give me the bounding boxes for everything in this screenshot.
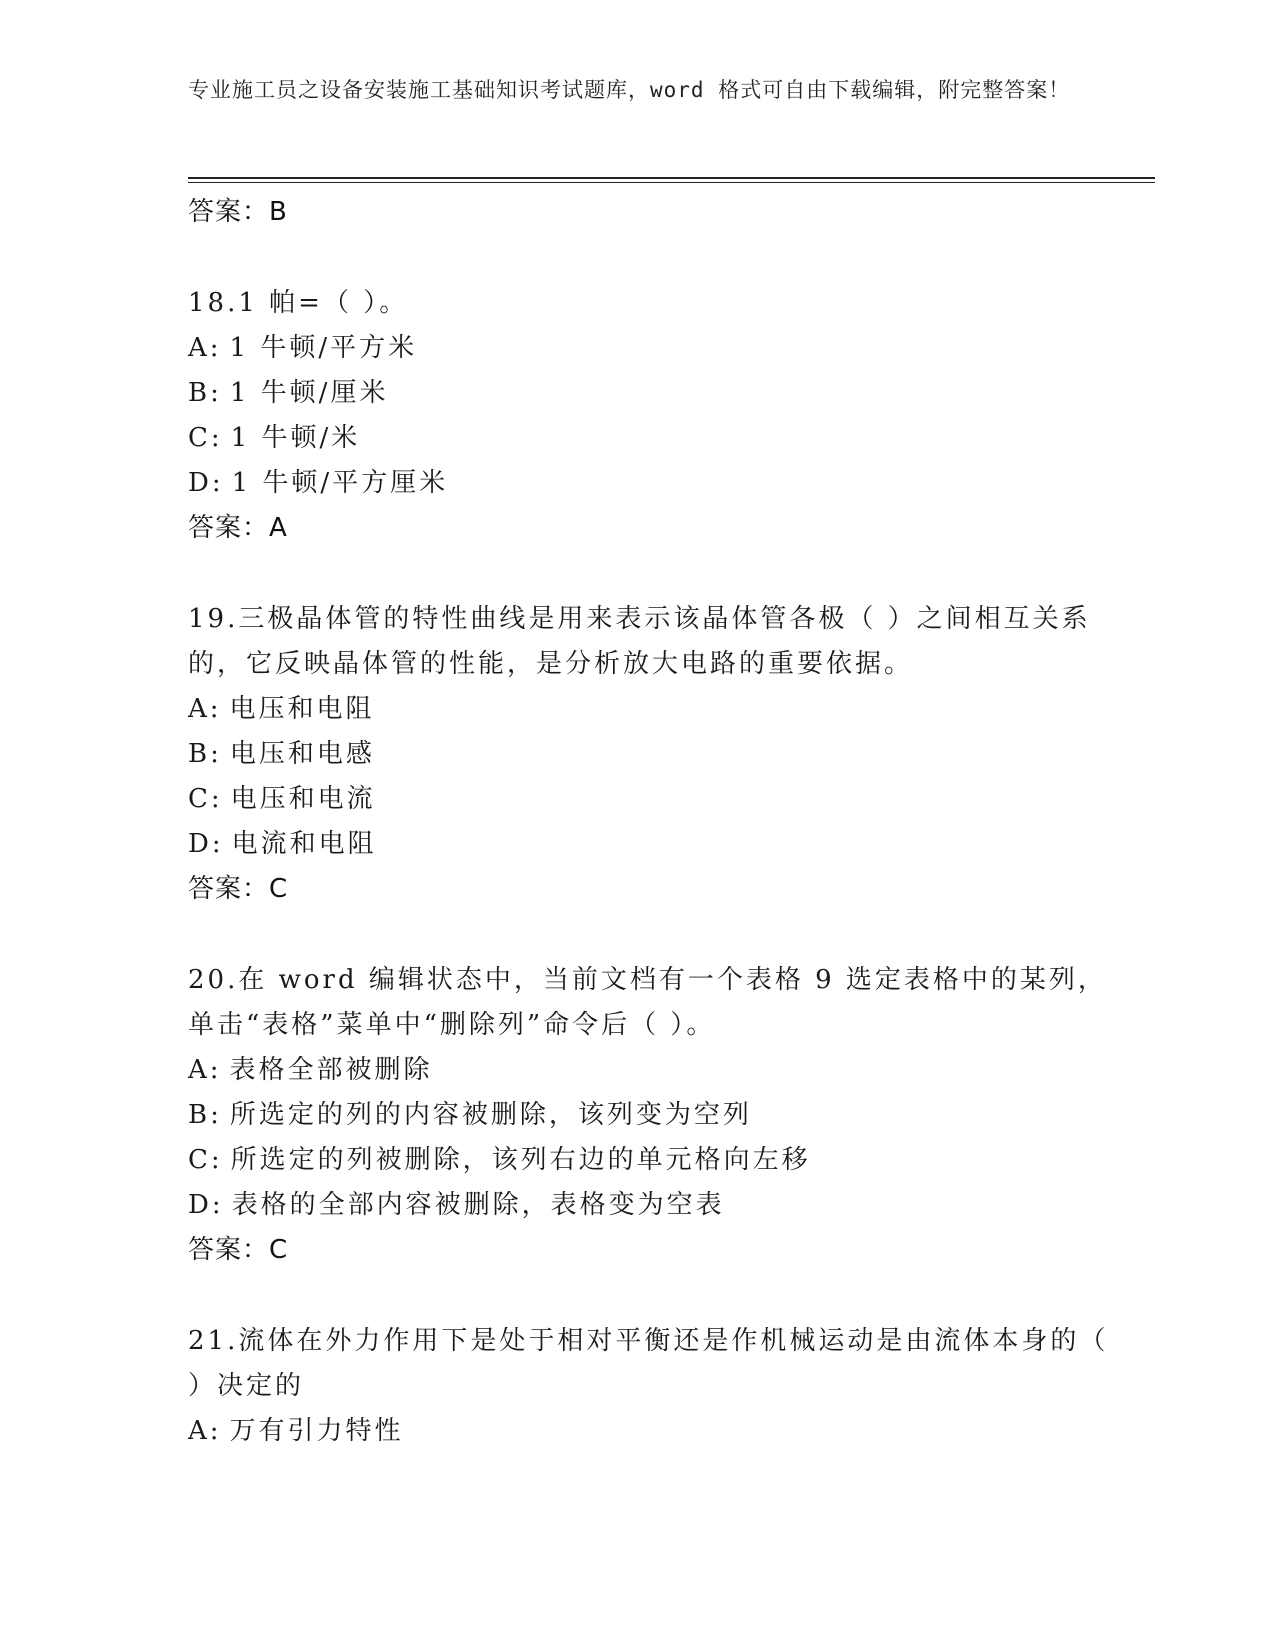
option-letter: A: xyxy=(188,333,222,363)
option-text: 电压和电阻 xyxy=(229,694,375,724)
answer-line: 答案：A xyxy=(188,513,288,543)
option-b xyxy=(188,732,1128,777)
question-stem: 21.流体在外力作用下是处于相对平衡还是作机械运动是由流体本身的（ ）决定的 xyxy=(188,1326,1109,1401)
option-c xyxy=(188,416,1128,461)
answer-line: 答案：C xyxy=(188,1235,289,1265)
option-text: 所选定的列的内容被删除，该列变为空列 xyxy=(229,1100,752,1130)
option-text: 1 牛顿/平方米 xyxy=(229,333,418,363)
option-c xyxy=(188,777,1128,822)
option-letter: C: xyxy=(188,1145,223,1175)
option-text: 万有引力特性 xyxy=(229,1416,404,1446)
header-divider-thin xyxy=(188,182,1155,183)
question-block xyxy=(188,281,1128,551)
option-text: 电流和电阻 xyxy=(231,829,377,859)
question-stem: 19.三极晶体管的特性曲线是用来表示该晶体管各极（ ）之间相互关系的，它反映晶体管的性能，是分析放大电路的重要依据。 xyxy=(188,604,1091,679)
answer-line: 答案：B xyxy=(188,197,288,227)
option-letter: C: xyxy=(188,784,223,814)
option-letter: B: xyxy=(188,378,222,408)
option-a xyxy=(188,326,1128,371)
document-header: 专业施工员之设备安装施工基础知识考试题库，word 格式可自由下载编辑，附完整答案！ xyxy=(188,78,1071,102)
option-text: 电压和电流 xyxy=(230,784,376,814)
option-letter: C: xyxy=(188,423,223,453)
question-list xyxy=(188,190,1128,1454)
option-letter: D: xyxy=(188,468,224,498)
option-text: 1 牛顿/米 xyxy=(230,423,361,453)
question-block xyxy=(188,597,1128,912)
option-a xyxy=(188,1409,1128,1454)
option-d xyxy=(188,461,1128,506)
question-stem: 20.在 word 编辑状态中，当前文档有一个表格 9 选定表格中的某列，单击“表格”菜单中“删除列”命令后（ ）。 xyxy=(188,965,1107,1040)
option-letter: D: xyxy=(188,829,224,859)
question-block xyxy=(188,1319,1128,1454)
option-text: 表格的全部内容被删除，表格变为空表 xyxy=(231,1190,725,1220)
option-text: 所选定的列被删除，该列右边的单元格向左移 xyxy=(230,1145,811,1175)
option-d xyxy=(188,1183,1128,1228)
option-c xyxy=(188,1138,1128,1183)
option-a xyxy=(188,687,1128,732)
option-letter: B: xyxy=(188,739,222,769)
answer-line: 答案：C xyxy=(188,874,289,904)
option-letter: A: xyxy=(188,1055,222,1085)
option-d xyxy=(188,822,1128,867)
header-divider xyxy=(188,177,1155,179)
option-a xyxy=(188,1048,1128,1093)
option-text: 1 牛顿/厘米 xyxy=(229,378,389,408)
option-text: 表格全部被删除 xyxy=(229,1055,433,1085)
option-letter: D: xyxy=(188,1190,224,1220)
option-text: 电压和电感 xyxy=(229,739,375,769)
option-letter: B: xyxy=(188,1100,222,1130)
option-text: 1 牛顿/平方厘米 xyxy=(231,468,449,498)
option-letter: A: xyxy=(188,1416,222,1446)
question-stem: 18.1 帕=（ ）。 xyxy=(188,288,409,318)
question-block xyxy=(188,958,1128,1273)
option-b xyxy=(188,371,1128,416)
option-b xyxy=(188,1093,1128,1138)
option-letter: A: xyxy=(188,694,222,724)
